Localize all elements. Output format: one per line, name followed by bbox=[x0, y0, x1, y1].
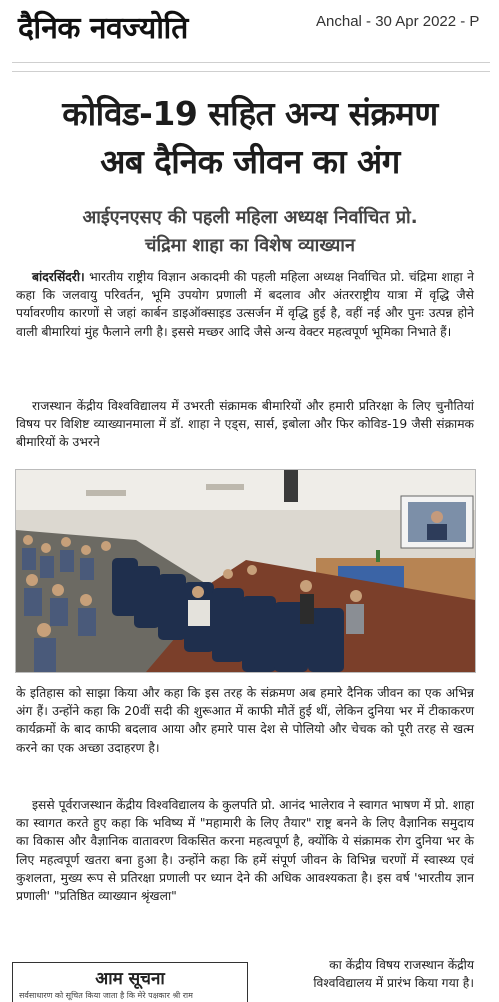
headline-line: अब दैनिक जीवन का अंग bbox=[100, 142, 400, 181]
paragraph-tail-line: विश्वविद्यालय में प्रारंभ किया गया है। bbox=[313, 976, 474, 990]
auditorium-photo bbox=[16, 470, 475, 672]
headline-line: कोविड-19 सहित अन्य संक्रमण bbox=[62, 94, 438, 133]
article-paragraph-3: के इतिहास को साझा किया और कहा कि इस तरह के संक्रमण अब हमारे दैनिक जीवन का एक अभिन्न अंग हैं। उन्होंने कहा कि 20वीं सदी की शुरूआत में काफी मौतें हुई थीं, लेकिन दुनिया भर में टीकाकरण कार्यक्रमों के बाद काफी बदलाव आया और हमारे पास देश से पोलियो और चेचक को पूरी तरह से खत्म करने का एक अच्छा उदाहरण है। bbox=[16, 686, 474, 755]
divider bbox=[12, 71, 490, 72]
event-photo bbox=[15, 469, 476, 673]
article-paragraph-4: इससे पूर्वराजस्थान केंद्रीय विश्वविद्यालय के कुलपति प्रो. आनंद भालेराव ने स्वागत भाषण में प्रो. शाहा का स्वागत करते हुए कहा कि भविष्य में "महामारी के लिए तैयार" राष्ट्र बनने के लिए वैज्ञानिक समुदाय का विकास और वैज्ञानिक वातावरण विकसित करना महत्वपूर्ण है, क्योंकि ये संक्रामक रोग दुनिया भर के लिए महत्वपूर्ण खतरा बना हुआ है। उन्होंने कहा कि हमें संपूर्ण जीवन के विभिन्न चरणों में स्वास्थ्य एवं कुशलता, मुख्य रूप से प्रतिरक्षा प्रणाली पर ध्यान देने की अधिक आवश्यकता है। इस वर्ष 'भारतीय ज्ञान प्रणाली' "प्रतिष्ठित व्याख्यान श्रृंखला" bbox=[16, 798, 474, 904]
subhead-line: चंद्रिमा शाहा का विशेष व्याख्यान bbox=[145, 235, 355, 256]
article-paragraph-1 bbox=[16, 268, 474, 341]
public-notice-box bbox=[12, 962, 248, 1002]
newspaper-masthead: दैनिक नवज्योति bbox=[18, 11, 188, 46]
article-paragraph-2: राजस्थान केंद्रीय विश्वविद्यालय में उभरती संक्रामक बीमारियों और हमारी प्रतिरक्षा के लिए चुनौतियां विषय पर विशिष्ट व्याख्यानमाला में डॉ. शाहा ने एड्स, सार्स, इबोला और फिर कोविड-19 जैसी संक्रामक बीमारियों के उभरने bbox=[16, 399, 474, 450]
subhead-line: आईएनएसए की पहली महिला अध्यक्ष निर्वाचित प्रो. bbox=[82, 207, 418, 228]
notice-text: सर्वसाधारण को सूचित किया जाता है कि मेरे पक्षकार श्री राम bbox=[19, 991, 193, 1000]
paragraph-tail-line: का केंद्रीय विषय राजस्थान केंद्रीय bbox=[329, 958, 474, 972]
divider bbox=[12, 62, 490, 63]
article-subheadline bbox=[14, 204, 486, 260]
edition-dateline: Anchal - 30 Apr 2022 - P bbox=[316, 13, 480, 30]
page-header bbox=[0, 0, 499, 60]
dateline-place: बांदरसिंदरी। bbox=[32, 270, 85, 284]
paragraph-text: भारतीय राष्ट्रीय विज्ञान अकादमी की पहली महिला अध्यक्ष निर्वाचित प्रो. चंद्रिमा शाहा ने कहा कि जलवायु परिवर्तन, भूमि उपयोग प्रणाली में बदलाव और अंतरराष्ट्रीय यात्रा में वृद्धि जैसे पर्यावरणीय कारणों से जहां कार्बन डाइऑक्साइड उत्सर्जन में वृद्धि हुई है, वहीं नई और पुनः उत्पन्न होने वाली बीमारियां मुंह फैलाने लगी है। इससे मच्छर आदि जैसे अन्य वेक्टर महत्वपूर्ण भूमिका निभाते हैं। bbox=[16, 270, 474, 339]
notice-title: आम सूचना bbox=[95, 969, 165, 989]
article-headline bbox=[10, 90, 490, 186]
